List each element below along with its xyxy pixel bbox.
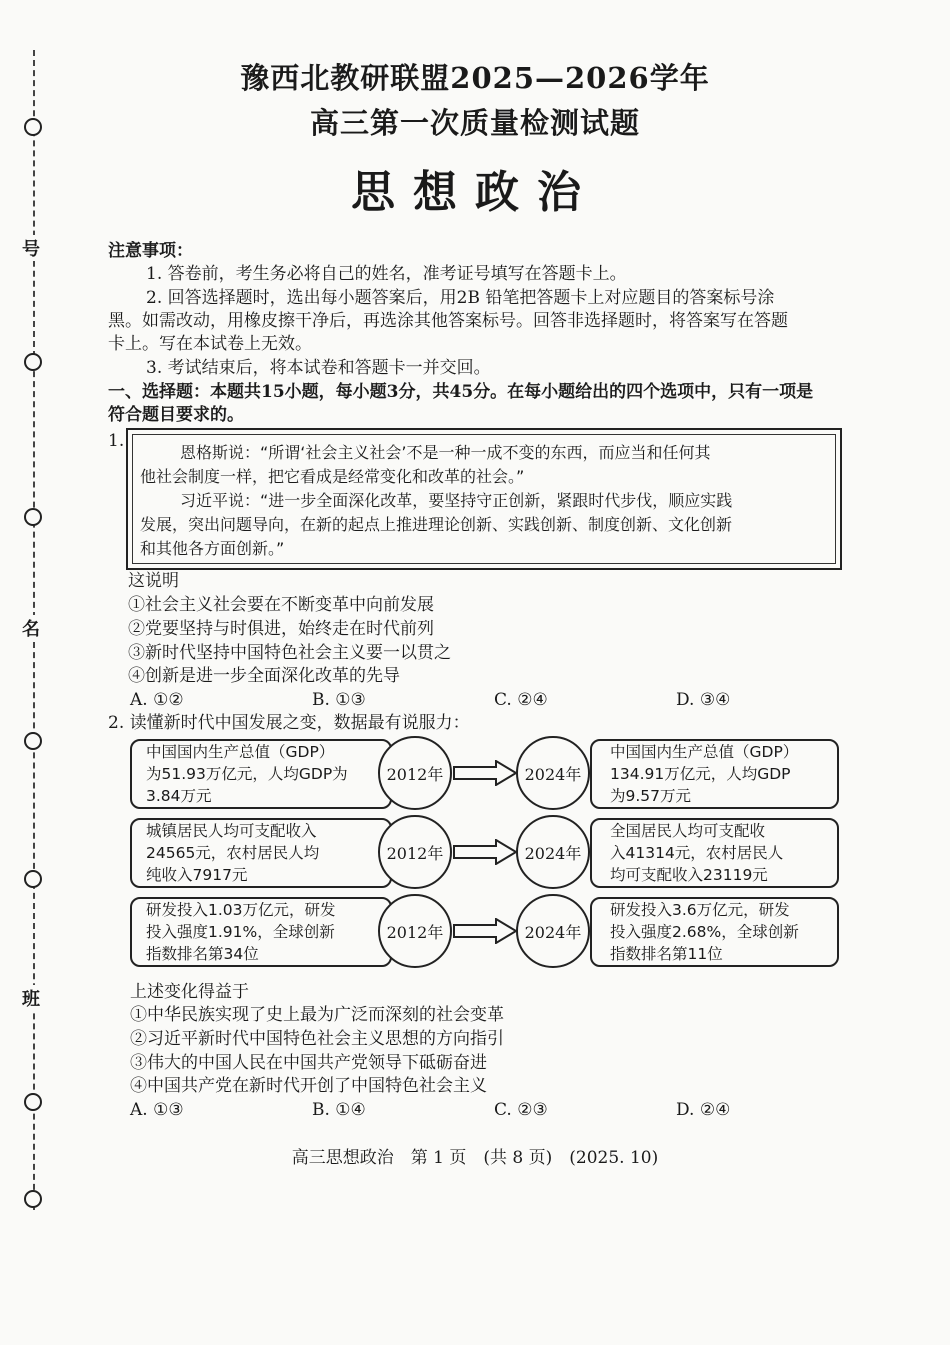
- notice-item-2: 黑。如需改动，用橡皮擦干净后，再选涂其他答案标号。回答非选择题时，将答案写在答题: [108, 311, 788, 331]
- data-box-2024: 研发投入3.6万亿元，研发 投入强度2.68%，全球创新 指数排名第11位: [590, 897, 839, 967]
- arrow-icon: [452, 839, 518, 865]
- section-heading: 一、选择题：本题共15小题，每小题3分，共45分。在每小题给出的四个选项中，只有一项是: [108, 382, 814, 402]
- page-footer: 高三思想政治 第 1 页 (共 8 页) (2025. 10): [291, 1148, 659, 1168]
- data-box-2012: 中国国内生产总值（GDP） 为51.93万亿元，人均GDP为 3.84万元: [130, 739, 392, 809]
- answer-choice-d: D. ③④: [676, 690, 731, 710]
- binding-hole: [24, 870, 42, 888]
- answer-choice-a: A. ①③: [130, 1100, 184, 1120]
- notice-item-1: 1. 答卷前，考生务必将自己的姓名，准考证号填写在答题卡上。: [146, 264, 627, 284]
- answer-choice-a: A. ①②: [130, 690, 184, 710]
- binding-hole: [24, 353, 42, 371]
- arrow-icon: [452, 760, 518, 786]
- arrow-icon: [452, 918, 518, 944]
- statement-option: ④创新是进一步全面深化改革的先导: [128, 666, 400, 686]
- statement-option: ①社会主义社会要在不断变革中向前发展: [128, 595, 434, 615]
- statement-option: ①中华民族实现了史上最为广泛而深刻的社会变革: [130, 1005, 504, 1025]
- quote-text: 习近平说：“进一步全面深化改革，要坚持守正创新，紧跟时代步伐，顺应实践: [180, 491, 733, 510]
- notice-item-3: 3. 考试结束后，将本试卷和答题卡一并交回。: [146, 358, 491, 378]
- answer-choice-d: D. ②④: [676, 1100, 731, 1120]
- quote-text: 发展，突出问题导向，在新的起点上推进理论创新、实践创新、制度创新、文化创新: [140, 515, 733, 534]
- section-heading: 符合题目要求的。: [108, 405, 244, 425]
- quote-text: 恩格斯说：“所谓‘社会主义社会’不是一种一成不变的东西，而应当和任何其: [180, 443, 711, 462]
- data-box-2024: 中国国内生产总值（GDP） 134.91万亿元，人均GDP 为9.57万元: [590, 739, 839, 809]
- question-stem: 这说明: [128, 571, 179, 591]
- year-circle-2024: 2024年: [516, 894, 590, 968]
- answer-choice-c: C. ②④: [494, 690, 548, 710]
- quote-box: [126, 428, 842, 570]
- data-box-2024: 全国居民人均可支配收 入41314元，农村居民人 均可支配收入23119元: [590, 818, 839, 888]
- exam-title-line2: 高三第一次质量检测试题: [309, 106, 640, 140]
- margin-label-class: 班: [22, 985, 40, 1011]
- year-circle-2024: 2024年: [516, 815, 590, 889]
- answer-choice-b: B. ①③: [312, 690, 366, 710]
- quote-text: 和其他各方面创新。”: [140, 539, 285, 558]
- margin-label-number: 号: [22, 235, 40, 261]
- year-circle-2012: 2012年: [378, 815, 452, 889]
- data-box-2012: 研发投入1.03万亿元，研发 投入强度1.91%，全球创新 指数排名第34位: [130, 897, 392, 967]
- binding-hole: [24, 732, 42, 750]
- year-circle-2012: 2012年: [378, 894, 452, 968]
- statement-option: ④中国共产党在新时代开创了中国特色社会主义: [130, 1076, 487, 1096]
- binding-hole: [24, 508, 42, 526]
- statement-option: ③新时代坚持中国特色社会主义要一以贯之: [128, 643, 451, 663]
- notice-item-2: 卡上。写在本试卷上无效。: [108, 334, 312, 354]
- question-lead: 上述变化得益于: [130, 982, 249, 1002]
- binding-hole: [24, 1190, 42, 1208]
- exam-title-line1: 豫西北教研联盟2025—2026学年: [240, 61, 710, 95]
- question-stem: 2. 读懂新时代中国发展之变，数据最有说服力：: [108, 713, 470, 733]
- question-number: 1.: [108, 431, 125, 451]
- subject-title: 思想政治: [351, 167, 599, 218]
- statement-option: ③伟大的中国人民在中国共产党领导下砥砺奋进: [130, 1053, 487, 1073]
- answer-choice-c: C. ②③: [494, 1100, 548, 1120]
- year-circle-2024: 2024年: [516, 736, 590, 810]
- binding-hole: [24, 1093, 42, 1111]
- notice-heading: 注意事项：: [108, 241, 193, 261]
- statement-option: ②党要坚持与时俱进，始终走在时代前列: [128, 619, 434, 639]
- statement-option: ②习近平新时代中国特色社会主义思想的方向指引: [130, 1029, 504, 1049]
- quote-text: 他社会制度一样，把它看成是经常变化和改革的社会。”: [140, 467, 525, 486]
- answer-choice-b: B. ①④: [312, 1100, 366, 1120]
- data-box-2012: 城镇居民人均可支配收入 24565元，农村居民人均 纯收入7917元: [130, 818, 392, 888]
- year-circle-2012: 2012年: [378, 736, 452, 810]
- margin-label-name: 名: [22, 615, 40, 641]
- notice-item-2: 2. 回答选择题时，选出每小题答案后，用2B 铅笔把答题卡上对应题目的答案标号涂: [146, 288, 775, 308]
